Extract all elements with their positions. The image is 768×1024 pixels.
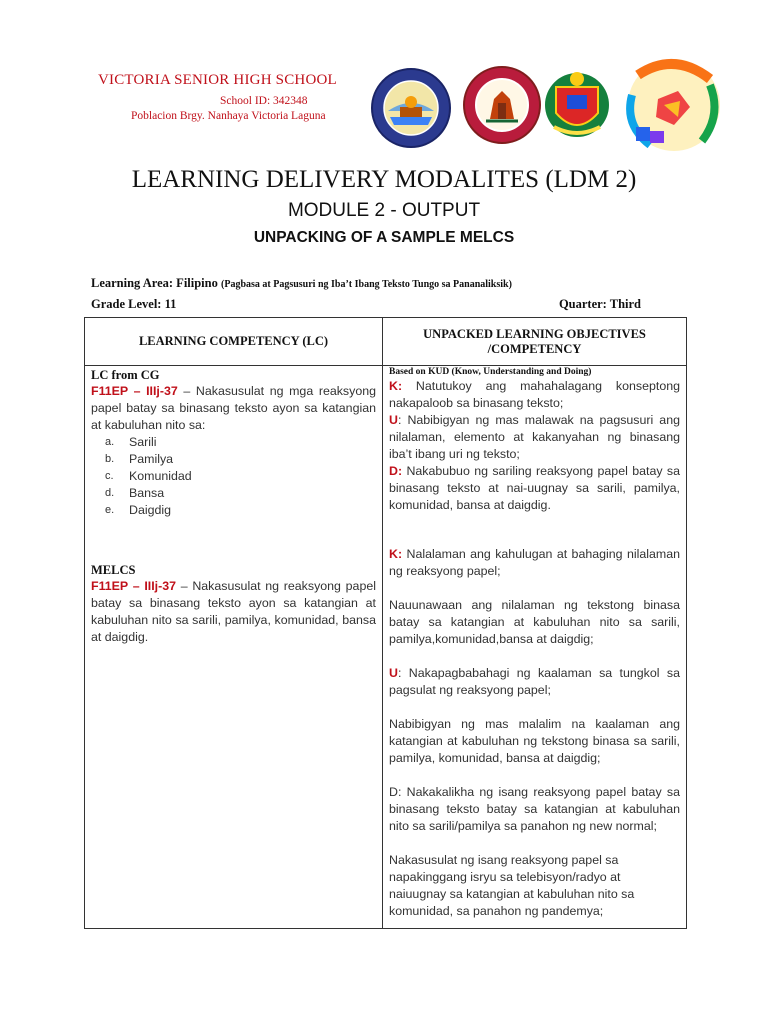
- lago-laguna-logo-icon: [618, 55, 726, 155]
- grade-level: Grade Level: 11: [91, 297, 177, 311]
- melcs-text: – Nakasusulat ng reaksyong papel batay sa binasang teksto ayon sa katangian at kabuluhan nito sa sarili, pamilya, komunidad, bansa at daigdig.: [91, 579, 376, 644]
- school-header: [98, 72, 337, 122]
- melcs-heading: MELCS: [91, 563, 136, 577]
- k2-extra-paragraph: Nauunawaan ang nilalaman ng tekstong binasa batay sa katangian at kabuluhan nito sa sarili, pamilya,komunidad,bansa at daigdig;: [389, 598, 680, 646]
- lc-paragraph: [91, 383, 376, 434]
- col-header-objectives-line2: /COMPETENCY: [487, 341, 582, 356]
- lc-code: F11EP – IIIj-37: [91, 384, 178, 398]
- col-header-objectives: [383, 318, 687, 366]
- d1-paragraph: D: Nakabubuo ng sariling reaksyong papel batay sa binasang teksto at nai-uugnay sa sarili, pamilya, komunidad, bansa at daigdig.: [389, 464, 680, 512]
- col-header-lc: LEARNING COMPETENCY (LC): [85, 318, 383, 366]
- module-title: MODULE 2 - OUTPUT: [287, 200, 481, 221]
- school-id: School ID: 342348: [220, 95, 308, 107]
- learning-area-detail: (Pagbasa at Pagsusuri ng Iba’t Ibang Teksto Tungo sa Pananaliksik): [221, 279, 512, 290]
- objectives-cell: [383, 366, 687, 929]
- competency-table: [84, 317, 687, 929]
- grade-quarter-row: [91, 297, 641, 312]
- school-name: VICTORIA SENIOR HIGH SCHOOL: [98, 72, 337, 88]
- kud-heading: Based on KUD (Know, Understanding and Doing): [389, 367, 592, 377]
- learning-area-label: Learning Area: Filipino: [91, 276, 218, 290]
- u2-extra-paragraph: Nabibigyan ng mas malalim na kaalaman ang katangian at kabuluhan ng tekstong binasa sa sarili, pamilya, komunidad, bansa at daigdig;: [389, 717, 680, 765]
- lc-heading: LC from CG: [91, 368, 160, 382]
- d2-paragraph: D: Nakakalikha ng isang reaksyong papel batay sa binasang teksto batay sa katangian at kabuluhan nito sa sarili/pamilya sa panahon ng new normal;: [389, 785, 680, 833]
- d2-extra-paragraph: Nakasusulat ng isang reaksyong papel sa napakinggang isryu sa telebisyon/radyo at naiuugnay sa katangian at kabuluhan nito sa komunidad, sa panahon ng pandemya;: [389, 853, 635, 918]
- subtitle: UNPACKING OF A SAMPLE MELCS: [253, 229, 515, 246]
- col-header-objectives-line1: UNPACKED LEARNING OBJECTIVES: [423, 326, 646, 341]
- page-title: LEARNING DELIVERY MODALITES (LDM 2): [131, 166, 637, 193]
- school-address: Poblacion Brgy. Nanhaya Victoria Laguna: [131, 110, 326, 122]
- list-item: e. Daigdig: [105, 503, 172, 517]
- lc-cell: [85, 366, 383, 929]
- k1-paragraph: K: Natutukoy ang mahahalagang konseptong nakapaloob sa binasang teksto;: [389, 379, 680, 410]
- learning-area: [91, 276, 512, 291]
- quarter: Quarter: Third: [558, 297, 641, 311]
- municipal-seal-icon: [542, 65, 612, 145]
- u2-paragraph: U: Nakapagbabahagi ng kaalaman sa tungkol sa pagsulat ng reaksyong papel;: [389, 666, 680, 697]
- lc-text: – Nakasusulat ng mga reaksyong papel batay sa binasang teksto ayon sa katangian at kabuluhan nito sa:: [91, 384, 376, 432]
- melcs-paragraph: [91, 578, 376, 646]
- lc-list: [91, 434, 376, 519]
- division-of-laguna-seal-icon: [370, 67, 452, 149]
- logo-row: [370, 55, 730, 155]
- table-row: [85, 366, 687, 929]
- victoria-district-seal-icon: [462, 63, 542, 147]
- list-item: a. Sarili: [105, 435, 157, 449]
- list-item: d. Bansa: [105, 486, 165, 500]
- melcs-code: F11EP – IIIj-37: [91, 579, 176, 593]
- list-item: b. Pamilya: [105, 452, 174, 466]
- u1-paragraph: U: Nabibigyan ng mas malawak na pagsusuri ang nilalaman, elemento at kakanyahan ng binasang iba’t ibang uri ng teksto;: [389, 413, 680, 461]
- list-item: c. Komunidad: [105, 469, 192, 483]
- table-header-row: [85, 318, 687, 366]
- k2-paragraph: K: Nalalaman ang kahulugan at bahaging nilalaman ng reaksyong papel;: [389, 547, 680, 578]
